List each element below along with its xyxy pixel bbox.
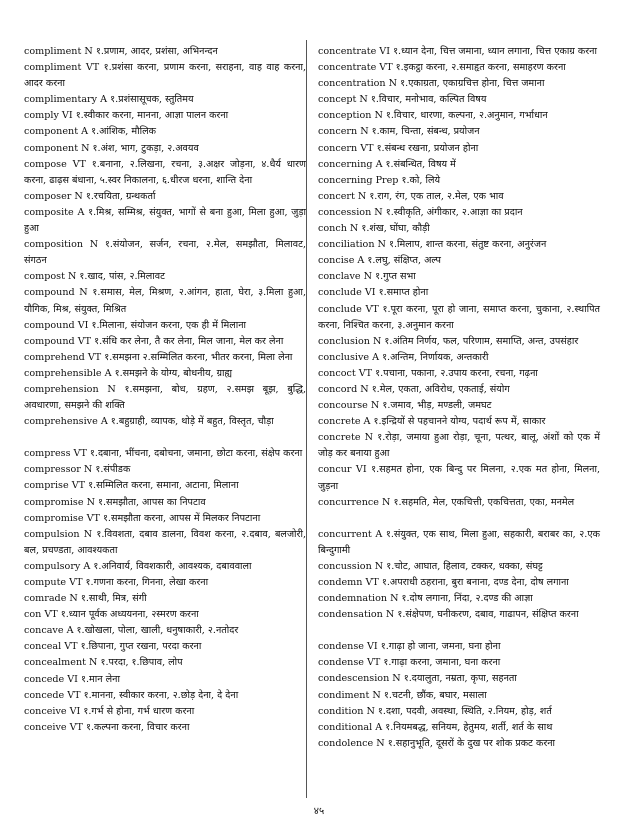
- left-column: [24, 44, 306, 736]
- dictionary-entry: conception N १.विचार, धारणा, कल्पना, २.अनुमान, गर्भाधान: [318, 110, 548, 122]
- dictionary-entry: concerning Prep १.को, लिये: [318, 174, 441, 186]
- dictionary-entry: condense VT १.गाढ़ा करना, जमाना, घना करना: [318, 657, 501, 669]
- dictionary-entry: compromise N १.समझौता, आपस का निपटाव: [24, 496, 206, 508]
- dictionary-entry: concede VT १.मानना, स्वीकार करना, २.छोड़ देना, दे देना: [24, 689, 239, 701]
- dictionary-entry: condensation N १.संक्षेपण, घनीकरण, दबाव, गाढापन, संक्षिप्त करना: [318, 609, 579, 621]
- dictionary-entry: conclude VI १.समाप्त होना: [318, 287, 429, 299]
- dictionary-entry: conch N १.शंख, घोंघा, कौड़ी: [318, 223, 430, 235]
- dictionary-entry: compromise VT १.समझौता करना, आपस में मिलकर निपटाना: [24, 512, 261, 524]
- dictionary-entry: compliment N १.प्रणाम, आदर, प्रशंसा, अभिनन्दन: [24, 46, 218, 57]
- dictionary-entry: concoct VT १.पचाना, पकाना, २.उपाय करना, रचना, गढ़ना: [318, 367, 538, 379]
- dictionary-entry: composite A १.मिश्र, सम्मिश्र, संयुक्त, भागों से बना हुआ, मिला हुआ, जुड़ा हुआ: [24, 206, 306, 235]
- dictionary-entry: concurrent A १.संयुक्त, एक साथ, मिला हुआ, सहकारी, बराबर का, २.एक बिन्दुगामी: [318, 528, 600, 556]
- dictionary-entry: conclave N १.गुप्त सभा: [318, 271, 416, 283]
- dictionary-entry: conclusion N १.अंतिम निर्णय, फल, परिणाम, समाप्ति, अन्त, उपसंहार: [318, 335, 579, 347]
- dictionary-entry: concrete A १.इन्द्रियों से पहचानने योग्य, पदार्थ रूप में, साकार: [318, 416, 546, 428]
- right-column: [318, 44, 600, 752]
- dictionary-entry: conceive VI १.गर्भ से होना, गर्भ धारण करना: [24, 705, 195, 717]
- dictionary-entry: compost N १.खाद, पांस, २.मिलावट: [24, 271, 165, 283]
- dictionary-entry: concerning A १.संबन्धित, विषय में: [318, 158, 456, 170]
- dictionary-entry: conditional A १.नियमबद्ध, सनियम, हेतुमय, शर्ती, शर्त के साथ: [318, 721, 553, 733]
- dictionary-entry: concern N १.काम, चिन्ता, संबन्ध, प्रयोजन: [318, 126, 480, 138]
- dictionary-entry: concealment N १.परदा, १.छिपाव, लोप: [24, 657, 183, 669]
- dictionary-entry: comprehensible A १.समझने के योग्य, बोधनीय, ग्राह्य: [24, 367, 233, 379]
- dictionary-entry: condescension N १.दयालुता, नम्रता, कृपा, सहनता: [318, 673, 517, 685]
- dictionary-entry: comprehension N १.समझना, बोध, ग्रहण, २.समझ बूझ, बुद्धि, अवधारणा, समझने की शक्ति: [24, 383, 306, 412]
- dictionary-entry: concave A १.खोखला, पोला, खाली, धनुषाकारी, २.नतोदर: [24, 625, 239, 637]
- dictionary-entry: concession N १.स्वीकृति, अंगीकार, २.आज्ञा का प्रदान: [318, 206, 523, 218]
- dictionary-entry: comprise VT १.सम्मिलित करना, समाना, अटाना, मिलाना: [24, 480, 239, 492]
- dictionary-entry: concord N १.मेल, एकता, अविरोध, एकताई, संयोग: [318, 383, 510, 395]
- dictionary-entry: concert N १.राग, रंग, एक ताल, २.मेल, एक भाव: [318, 190, 504, 202]
- dictionary-entry: conclude VT १.पूरा करना, पूरा हो जाना, समाप्त करना, चुकाना, २.स्थापित करना, निश्चित करना, ३.अनुमान करना: [318, 303, 600, 331]
- dictionary-entry: conceal VT १.छिपाना, गुप्त रखना, परदा करना: [24, 641, 202, 653]
- dictionary-entry: compulsory A १.अनिवार्य, विवशकारी, आवश्यक, दबाववाला: [24, 560, 252, 572]
- dictionary-entry: compressor N १.संपीडक: [24, 464, 131, 476]
- dictionary-entry: concur VI १.सहमत होना, एक बिन्दु पर मिलना, २.एक मत होना, मिलना, जुड़ना: [318, 464, 600, 492]
- dictionary-entry: complimentary A १.प्रशंसासूचक, स्तुतिमय: [24, 94, 194, 106]
- dictionary-entry: comprehensive A १.बहुग्राही, व्यापक, थोड़े में बहुत, विस्तृत, चौड़ा: [24, 416, 274, 428]
- dictionary-entry: compound VT १.संधि कर लेना, तै कर लेना, मिल जाना, मेल कर लेना: [24, 335, 284, 347]
- dictionary-entry: condemn VT १.अपराधी ठहराना, बुरा बनाना, दण्ड देना, दोष लगाना: [318, 577, 569, 588]
- dictionary-entry: condition N १.दशा, पदवी, अवस्था, स्थिति, २.नियम, होड़, शर्त: [318, 705, 552, 717]
- dictionary-entry: concourse N १.जमाव, भीड़, मण्डली, जमघट: [318, 400, 492, 412]
- dictionary-entry: con VT १.ध्यान पूर्वक अध्ययनना, २स्मरण करना: [24, 609, 199, 621]
- dictionary-entry: compress VT १.दबाना, भींचना, दबोचना, जमाना, छोटा करना, संक्षेप करना: [24, 448, 303, 460]
- dictionary-entry: concentration N १.एकाग्रता, एकाग्रचित्त होना, चित्त जमाना: [318, 78, 545, 90]
- dictionary-entry: condiment N १.चटनी, छौंक, बघार, मसाला: [318, 689, 487, 701]
- dictionary-entry: condemnation N १.दोष लगाना, निंदा, २.दण्ड की आज्ञा: [318, 593, 533, 605]
- page-number: ४५: [313, 806, 325, 817]
- dictionary-entry: concurrence N १.सहमति, मेल, एकचित्ती, एकचित्तता, एका, मनमेल: [318, 496, 575, 508]
- dictionary-entry: comprehend VT १.समझना २.सम्मिलित करना, भीतर करना, मिला लेना: [24, 351, 293, 363]
- dictionary-entry: composer N १.रचयिता, ग्रन्थकर्ता: [24, 190, 156, 202]
- dictionary-entry: condense VI १.गाढ़ा हो जाना, जमना, घना होना: [318, 641, 501, 653]
- dictionary-entry: composition N १.संयोजन, सर्जन, रचना, २.मेल, समझौता, मिलावट, संगठन: [24, 239, 306, 267]
- dictionary-entry: component A १.आंशिक, मौलिक: [24, 126, 156, 138]
- dictionary-entry: conclusive A १.अन्तिम, निर्णायक, अन्तकारी: [318, 351, 489, 363]
- dictionary-entry: compulsion N १.विवशता, दबाव डालना, विवश करना, २.दबाव, बलजोरी, बल, प्रचण्डता, आवश्यकता: [24, 528, 306, 556]
- dictionary-entry: concede VI १.मान लेना: [24, 673, 120, 685]
- dictionary-entry: conceive VT १.कल्पना करना, विचार करना: [24, 721, 190, 733]
- dictionary-entry: concise A १.लघु, संक्षिप्त, अल्प: [318, 255, 441, 267]
- dictionary-entry: concern VT १.संबन्ध रखना, प्रयोजन होना: [318, 142, 479, 154]
- dictionary-entry: compose VT १.बनाना, २.लिखना, रचना, ३.अक्षर जोड़ना, ४.धैर्य धारण करना, ढाढ़स बंधाना, ५.स्वर निकालना, ६.धीरज धरना, शान्ति देना: [24, 158, 306, 186]
- dictionary-entry: compliment VT १.प्रशंसा करना, प्रणाम करना, सराहना, वाह वाह करना, आदर करना: [24, 62, 306, 90]
- dictionary-entry: concrete N १.रोड़ा, जमाया हुआ रोड़ा, चूना, पत्थर, बालू, अंशों को एक में जोड़ कर बनाया हुआ: [318, 432, 600, 460]
- dictionary-entry: compound VI १.मिलाना, संयोजन करना, एक ही में मिलाना: [24, 319, 247, 331]
- dictionary-entry: comply VI १.स्वीकार करना, मानना, आज्ञा पालन करना: [24, 110, 229, 122]
- dictionary-entry: comrade N १.साथी, मित्र, संगी: [24, 593, 147, 605]
- column-divider: [306, 40, 307, 798]
- dictionary-entry: concentrate VI १.ध्यान देना, चित्त जमाना, ध्यान लगाना, चित्त एकाग्र करना: [318, 46, 597, 57]
- dictionary-entry: concept N १.विचार, मनोभाव, कल्पित विषय: [318, 94, 487, 106]
- dictionary-entry: compute VT १.गणना करना, गिनना, लेखा करना: [24, 577, 209, 588]
- dictionary-entry: compound N १.समास, मेल, मिश्रण, २.आंगन, हाता, घेरा, ३.मिला हुआ, यौगिक, मिश्र, संयुक्त, मिश्रित: [24, 287, 306, 315]
- dictionary-entry: concentrate VT १.इकट्ठा करना, २.समाहृत करना, समाहरण करना: [318, 62, 566, 74]
- dictionary-entry: concussion N १.चोट, आघात, हिलाव, टक्कर, धक्का, संघट्ट: [318, 560, 543, 572]
- dictionary-entry: component N १.अंश, भाग, टुकड़ा, २.अवयव: [24, 142, 199, 154]
- dictionary-entry: conciliation N १.मिलाप, शान्त करना, संतुष्ट करना, अनुरंजन: [318, 239, 547, 251]
- dictionary-entry: condolence N १.सहानुभूति, दूसरों के दुख पर शोक प्रकट करना: [318, 737, 556, 749]
